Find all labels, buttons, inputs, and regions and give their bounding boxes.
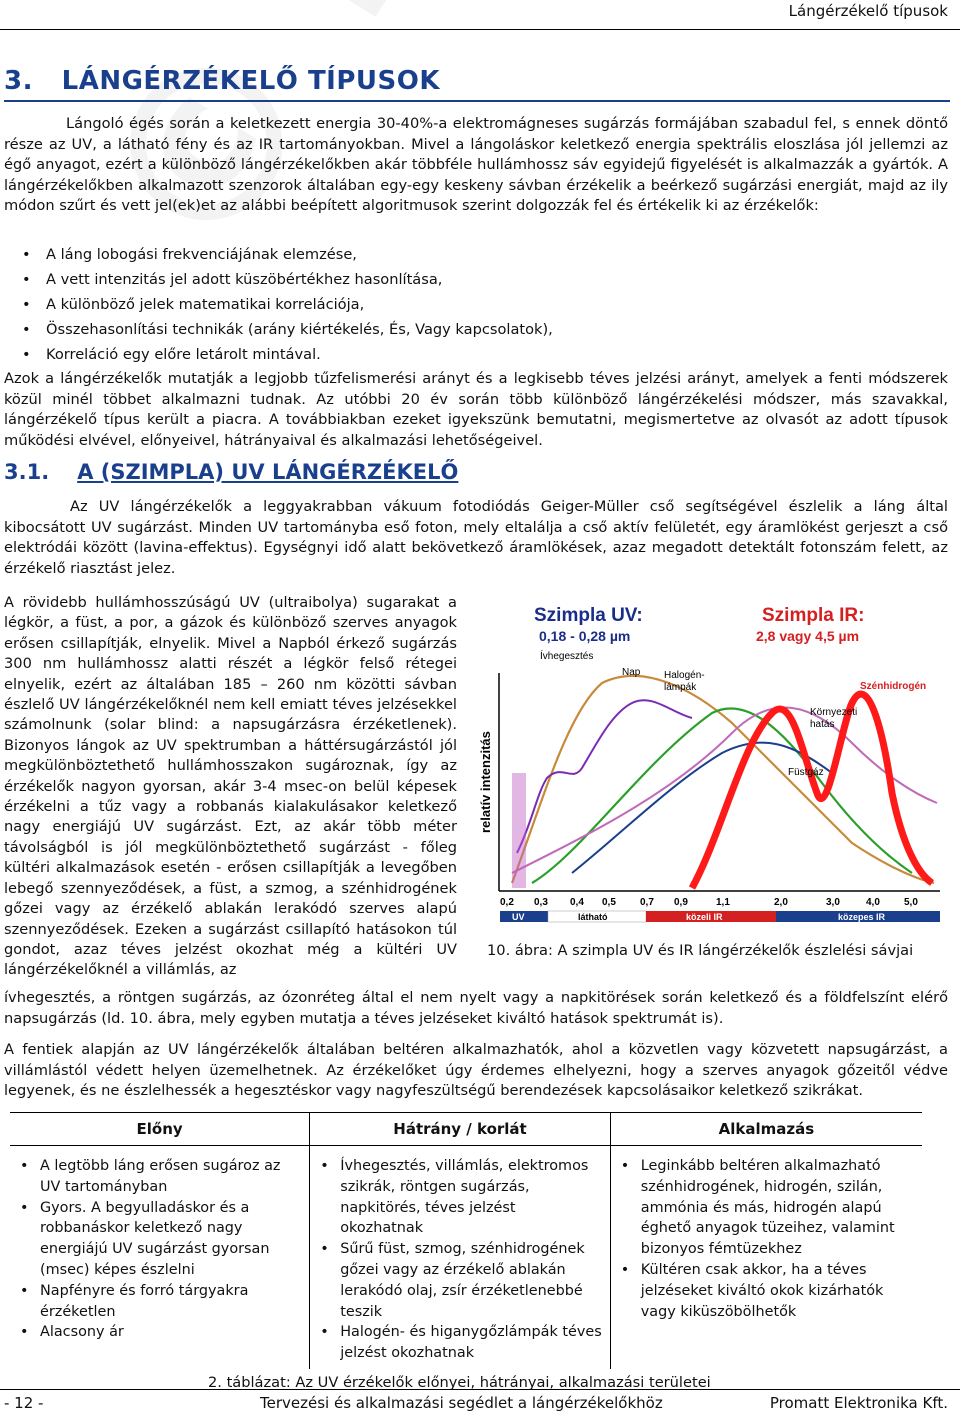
section-number: 3. (4, 66, 33, 96)
list-item: • A legtöbb láng erősen sugároz az UV tartományban (40, 1156, 301, 1198)
list-item: • Gyors. A begyulladáskor és a robbanáskor keletkező nagy energiájú UV sugárzást gyorsan (msec) képes észlelni (40, 1198, 301, 1281)
intro-paragraph: Lángoló égés során a keletkezett energia 30-40%-a elektromágneses sugárzás formájában szabadul fel, s ennek döntő része az UV, a látható fény és az IR tartományokban. Mivel a lángoláskor keletkező energia spektrális eloszlása jól jellemzi az égő anyagot, ezért a különböző lángérzékelőkben akár többféle hullámhossz sáv egyidejű figyelését is alkalmazzák a gyártók. A lángérzékelőkben alkalmazott szenzorok általában egy-egy keskeny sávban érzékelik a beérkező sugárzási energiát, majd az ily módon szűrt és vett jel(ek)et az alábbi beépített algoritmusok szerint dolgozzák fel és értékelik ki az érzékelők: (4, 115, 948, 214)
subsection-heading (4, 460, 458, 484)
x-tick: 0,5 (602, 897, 616, 908)
subsection-number: 3.1. (4, 460, 50, 484)
footer-title: Tervezési és alkalmazási segédlet a lángérzékelőkhöz (260, 1394, 663, 1412)
footer-rule (0, 1389, 960, 1390)
list-item: • Ívhegesztés, villámlás, elektromos szikrák, röntgen sugárzás, napkitörés, téves jelzést okozhatnak (340, 1156, 602, 1239)
x-tick: 5,0 (904, 897, 918, 908)
list-item: • Korreláció egy előre letárolt mintával. (20, 342, 920, 367)
arc-welding-label: Ívhegesztés (540, 651, 594, 662)
table-cell-advantages (10, 1146, 310, 1369)
running-header: Lángérzékelő típusok (788, 2, 948, 20)
uv-band-label: UV (512, 912, 525, 922)
list-item: • Alacsony ár (40, 1322, 301, 1343)
list-item: • Összehasonlítási technikák (arány kiértékelés, És, Vagy kapcsolatok), (20, 317, 920, 342)
figure-caption: 10. ábra: A szimpla UV és IR lángérzékelők észlelési sávjai (487, 942, 914, 959)
table-caption: 2. táblázat: Az UV érzékelők előnyei, hátrányai, alkalmazási területei (208, 1374, 711, 1391)
list-item: • A vett intenzitás jel adott küszöbértékhez hasonlítása, (20, 267, 920, 292)
near-ir-band-label: közeli IR (686, 912, 723, 922)
uv-attenuation-paragraph: A rövidebb hullámhosszúságú UV (ultraibolya) sugarakat a légkör, a füst, a por, a gázok és különböző szerves anyagok erősen csillapítják, elnyelik. Mivel a Napból érkező sugárzás 300 nm hullámhossz alatti részét a légkör felső rétegei elnyelik, ezért az általában 185 – 260 nm közötti sávban észlelő UV lángérzékelőknél nem kell emiatt téves jelzésekkel számolnunk (solar blind: a napsugárzásra érzéketlenek). Bizonyos lángok az UV spektrumban a háttérsugárzástól jól megkülönböztethető hullámhosszakon sugároznak, így az érzékelők nagyon gyorsan, akár 3-4 msec-on belül képesek érzékelni a tűz vagy a robbanás kialakulásakor keletkező nagy energiájú UV sugárzást. Ezt, az akár több méter távolságból is jól megkülönböztethető sugárzást - főleg kültéri alkalmazások esetén - erősen csillapítják a levegőben lebegő szennyeződések, a füst, a szmog, a szénhidrogének gőzei vagy az érzékelő ablakán lerakódó szerves alapú szennyeződések. Ezeken a sugárzást csillapító hatásokon túl gondot, azaz téves jelzést okozhat még a kültéri UV lángérzékelőknél a villámlás, az (4, 594, 457, 979)
list-item: • Sűrű füst, szmog, szénhidrogének gőzei vagy az érzékelő ablakán lerakódó olaj, zsír érzéketlenebbé teszik (340, 1239, 602, 1322)
table-header: Hátrány / korlát (310, 1112, 611, 1146)
list-item: • A különböző jelek matematikai korrelációja, (20, 292, 920, 317)
x-tick: 0,9 (674, 897, 688, 908)
hydrocarbon-label: Szénhidrogén (860, 681, 927, 692)
header-rule (0, 29, 960, 30)
x-tick: 3,0 (826, 897, 840, 908)
mid-ir-band-label: közepes IR (838, 912, 886, 922)
y-axis-label: relatív intenzitás (478, 731, 493, 833)
sun-label: Nap (622, 667, 641, 678)
list-item: • Napfényre és forró tárgyakra érzéketlen (40, 1281, 301, 1323)
x-tick: 0,3 (534, 897, 548, 908)
algorithm-list (20, 242, 920, 367)
spectrum-figure (472, 593, 952, 938)
x-tick: 1,1 (716, 897, 730, 908)
x-tick: 0,2 (500, 897, 514, 908)
table-header: Alkalmazás (610, 1112, 922, 1146)
uv-band-marker (512, 773, 526, 888)
list-item: • Halogén- és higanygőzlámpák téves jelzést okozhatnak (340, 1322, 602, 1364)
subsection-title: A (SZIMPLA) UV LÁNGÉRZÉKELŐ (77, 460, 459, 484)
table-header: Előny (10, 1112, 310, 1146)
halogen-label: Halogén-lámpák (664, 670, 705, 693)
visible-band-label: látható (578, 912, 608, 922)
x-tick: 2,0 (774, 897, 788, 908)
page-number: - 12 - (4, 1394, 44, 1412)
uv-disturbance-paragraph: ívhegesztés, a röntgen sugárzás, az ózonréteg által el nem nyelt vagy a napkitörések során keletkező és a földfelszínt elérő napsugárzás (ld. 10. ábra, mely egyben mutatja a téves jelzéseket kiváltó hatások spektrumát is). (4, 989, 948, 1027)
x-tick: 0,4 (570, 897, 584, 908)
flue-gas-label: Füstgáz (788, 767, 824, 778)
footer-company: Promatt Elektronika Kft. (769, 1394, 948, 1412)
ir-range: 2,8 vagy 4,5 µm (756, 628, 860, 644)
uv-principle-paragraph: Az UV lángérzékelők a leggyakrabban vákuum fotodiódás Geiger-Müller cső segítségével észlelik a láng által kibocsátott UV sugárzást. Minden UV tartományba eső foton, mely eltalálja a cső aktív felületét, egy áramlökést gerjeszt a cső elektródái között (lavina-effektus). Egységnyi idő alatt bekövetkező áramlökések, azaz megadott detektált fotonszám felett, az érzékelő riasztást jelez. (4, 498, 948, 577)
x-tick: 0,7 (640, 897, 654, 908)
list-item: • Leginkább beltéren alkalmazható szénhidrogének, hidrogén, szilán, ammónia és más, hidrogén alapú éghető anyagok tüzeihez, valamint bizonyos fémtüzekhez (641, 1156, 914, 1260)
ir-title: Szimpla IR: (762, 605, 865, 626)
table-cell-applications (610, 1146, 922, 1369)
list-item: • Kültéren csak akkor, ha a téves jelzéseket kiváltó okok kizárhatók vagy kiküszöbölhetők (641, 1260, 914, 1322)
x-tick: 4,0 (866, 897, 880, 908)
table-top-rule (10, 1112, 922, 1113)
section-heading (4, 66, 440, 96)
uv-title: Szimpla UV: (534, 605, 643, 626)
uv-range: 0,18 - 0,28 µm (539, 628, 631, 644)
methods-paragraph: Azok a lángérzékelők mutatják a legjobb tűzfelismerési arányt és a legkisebb téves jelzési arányt, amelyek a fenti módszerek közül minél többet alkalmazni tudnak. Az utóbbi 20 év során több különböző lángérzékelési módszer, más szavakkal, lángérzékelő típus került a piacra. A továbbiakban ezeket igyekszünk bemutatni, megismertetve az olvasót az adott típusok működési elvével, előnyeivel, hátrányaival és alkalmazási lehetőségeivel. (4, 370, 948, 449)
section-title: LÁNGÉRZÉKELŐ TÍPUSOK (61, 66, 440, 96)
uv-application-paragraph: A fentiek alapján az UV lángérzékelők általában beltéren alkalmazhatók, ahol a közvetlen vagy közvetett napsugárzást, a villámlástól védett helyen üzemelhetnek. Az érzékelőket úgy érdemes elhelyezni, hogy a szerves anyagok gőzeitől védve legyenek, és ne észlelhessék a hegesztéskor vagy nagyfeszültségű berendezések kapcsolásaikor keletkező szikrákat. (4, 1041, 948, 1099)
uv-comparison-table (10, 1112, 922, 1369)
table-cell-disadvantages (310, 1146, 611, 1369)
list-item: • A láng lobogási frekvenciájának elemzése, (20, 242, 920, 267)
ambient-label: Környezeti hatás (810, 707, 858, 730)
section-rule (4, 100, 950, 102)
